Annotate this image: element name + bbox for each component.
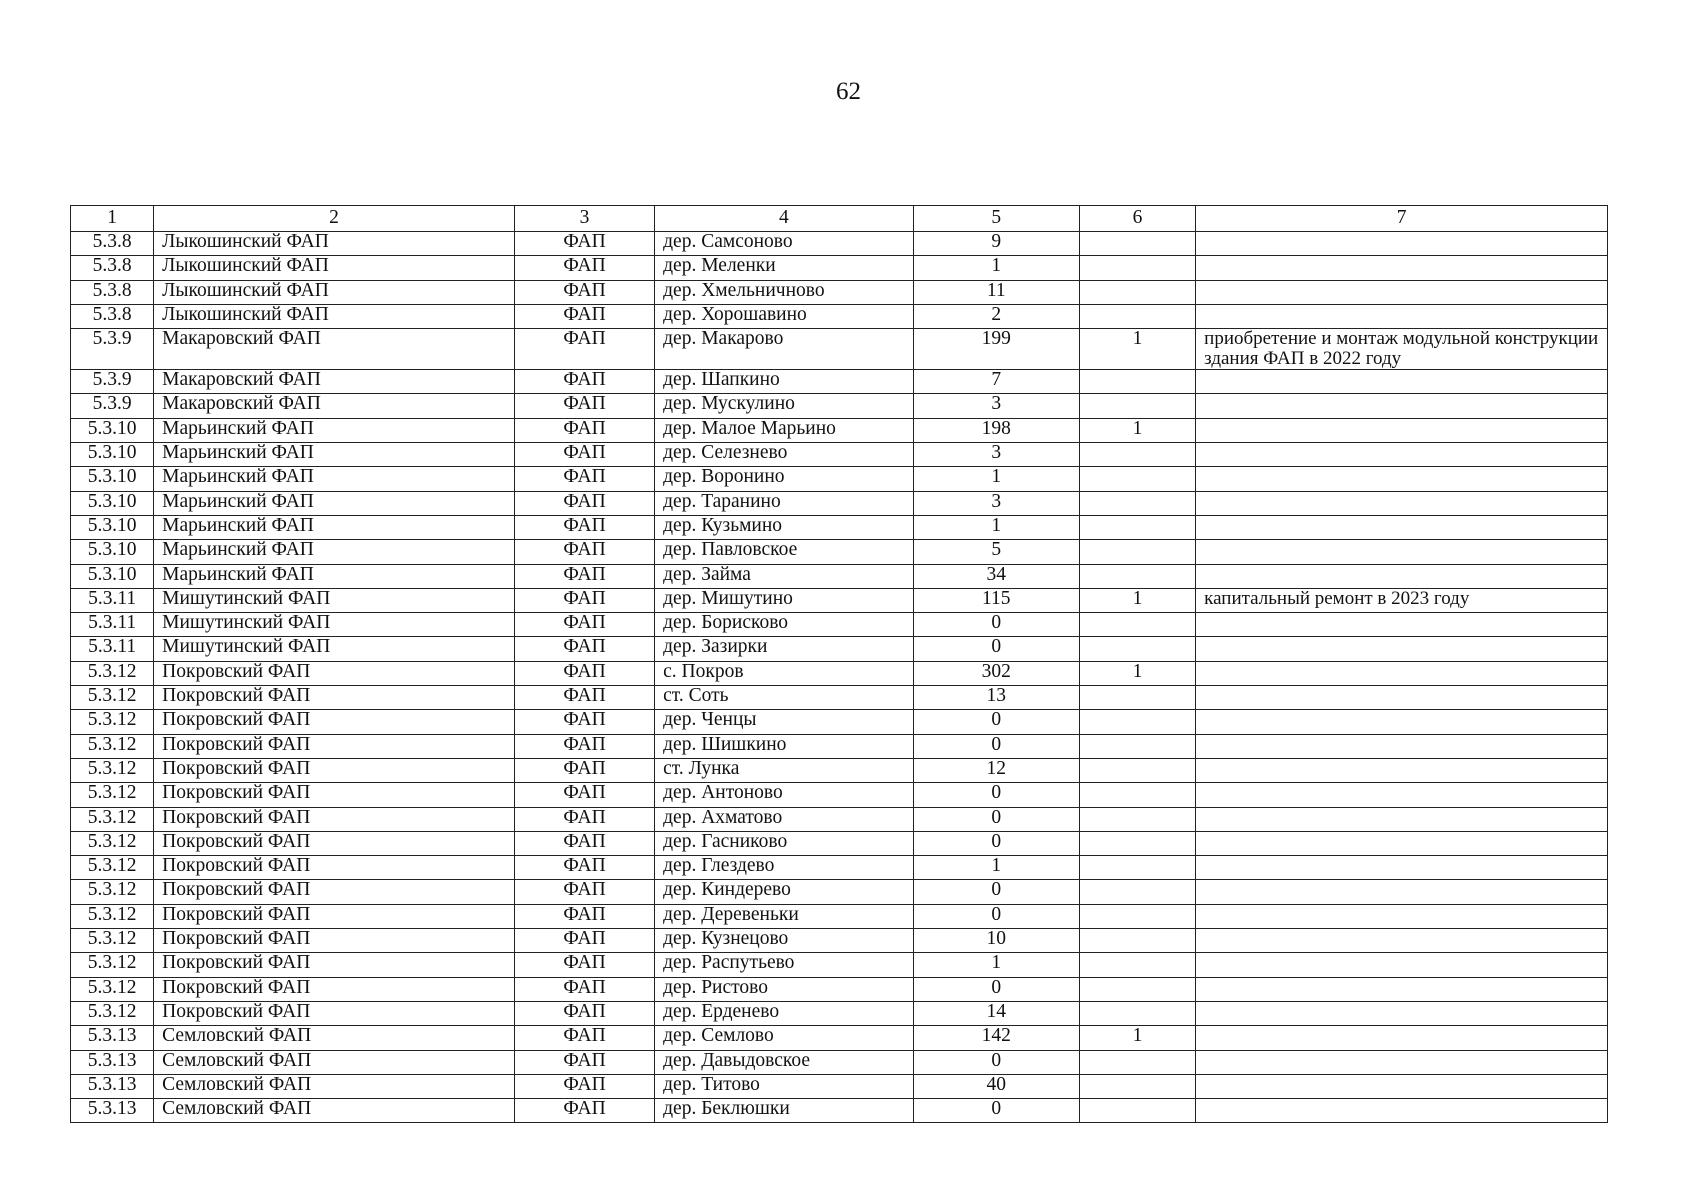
facility-count-cell: 1 — [1079, 588, 1195, 612]
row-number-cell: 5.3.11 — [71, 588, 154, 612]
note-cell — [1196, 661, 1608, 685]
table-row — [71, 953, 1608, 977]
facility-name-cell: Семловский ФАП — [154, 1099, 515, 1123]
facility-name-cell: Лыкошинский ФАП — [154, 280, 515, 304]
facility-name-cell: Покровский ФАП — [154, 904, 515, 928]
population-cell: 1 — [913, 953, 1079, 977]
row-number-cell: 5.3.8 — [71, 280, 154, 304]
facility-name-cell: Покровский ФАП — [154, 880, 515, 904]
note-cell — [1196, 394, 1608, 418]
settlement-cell: дер. Кузнецово — [655, 929, 914, 953]
row-number-cell: 5.3.12 — [71, 1001, 154, 1025]
table-row — [71, 1099, 1608, 1123]
population-cell: 1 — [913, 467, 1079, 491]
note-cell — [1196, 418, 1608, 442]
note-cell — [1196, 758, 1608, 782]
table-row — [71, 734, 1608, 758]
population-cell: 0 — [913, 613, 1079, 637]
facility-name-cell: Лыкошинский ФАП — [154, 232, 515, 256]
settlement-cell: дер. Павловское — [655, 540, 914, 564]
note-cell — [1196, 370, 1608, 394]
settlement-cell: дер. Беклюшки — [655, 1099, 914, 1123]
facility-count-cell — [1079, 370, 1195, 394]
population-cell: 7 — [913, 370, 1079, 394]
table-row — [71, 443, 1608, 467]
facility-type-cell: ФАП — [514, 564, 654, 588]
row-number-cell: 5.3.12 — [71, 953, 154, 977]
row-number-cell: 5.3.12 — [71, 831, 154, 855]
population-cell: 5 — [913, 540, 1079, 564]
row-number-cell: 5.3.12 — [71, 783, 154, 807]
settlement-cell: дер. Хмельничново — [655, 280, 914, 304]
facility-count-cell — [1079, 783, 1195, 807]
table-row — [71, 783, 1608, 807]
settlement-cell: дер. Семлово — [655, 1026, 914, 1050]
note-cell — [1196, 1001, 1608, 1025]
settlement-cell: дер. Ерденево — [655, 1001, 914, 1025]
population-cell: 198 — [913, 418, 1079, 442]
row-number-cell: 5.3.12 — [71, 807, 154, 831]
facility-count-cell — [1079, 734, 1195, 758]
facility-name-cell: Семловский ФАП — [154, 1026, 515, 1050]
note-cell — [1196, 232, 1608, 256]
table-row — [71, 904, 1608, 928]
table-row — [71, 710, 1608, 734]
facility-name-cell: Покровский ФАП — [154, 734, 515, 758]
table-row — [71, 467, 1608, 491]
settlement-cell: дер. Самсоново — [655, 232, 914, 256]
row-number-cell: 5.3.12 — [71, 904, 154, 928]
facility-name-cell: Марьинский ФАП — [154, 443, 515, 467]
table-row — [71, 1001, 1608, 1025]
facility-type-cell: ФАП — [514, 467, 654, 491]
table-row — [71, 515, 1608, 539]
table-row — [71, 304, 1608, 328]
row-number-cell: 5.3.13 — [71, 1074, 154, 1098]
table-row — [71, 686, 1608, 710]
population-cell: 13 — [913, 686, 1079, 710]
facility-type-cell: ФАП — [514, 443, 654, 467]
settlement-cell: ст. Лунка — [655, 758, 914, 782]
note-cell — [1196, 856, 1608, 880]
facility-name-cell: Покровский ФАП — [154, 953, 515, 977]
facility-type-cell: ФАП — [514, 515, 654, 539]
column-header: 2 — [154, 206, 515, 232]
table-row — [71, 232, 1608, 256]
population-cell: 9 — [913, 232, 1079, 256]
settlement-cell: дер. Киндерево — [655, 880, 914, 904]
facility-count-cell — [1079, 1074, 1195, 1098]
column-header: 6 — [1079, 206, 1195, 232]
note-cell — [1196, 304, 1608, 328]
row-number-cell: 5.3.10 — [71, 515, 154, 539]
row-number-cell: 5.3.12 — [71, 661, 154, 685]
facility-name-cell: Покровский ФАП — [154, 686, 515, 710]
table-row — [71, 491, 1608, 515]
facility-count-cell — [1079, 758, 1195, 782]
facility-count-cell — [1079, 443, 1195, 467]
facility-name-cell: Марьинский ФАП — [154, 564, 515, 588]
population-cell: 0 — [913, 977, 1079, 1001]
table-row — [71, 1026, 1608, 1050]
facility-count-cell — [1079, 304, 1195, 328]
population-cell: 302 — [913, 661, 1079, 685]
facility-name-cell: Покровский ФАП — [154, 929, 515, 953]
facility-name-cell: Макаровский ФАП — [154, 370, 515, 394]
row-number-cell: 5.3.11 — [71, 637, 154, 661]
facility-type-cell: ФАП — [514, 370, 654, 394]
note-cell — [1196, 904, 1608, 928]
row-number-cell: 5.3.8 — [71, 256, 154, 280]
note-cell — [1196, 1026, 1608, 1050]
facility-name-cell: Мишутинский ФАП — [154, 588, 515, 612]
facility-type-cell: ФАП — [514, 831, 654, 855]
row-number-cell: 5.3.11 — [71, 613, 154, 637]
population-cell: 0 — [913, 734, 1079, 758]
table-row — [71, 1074, 1608, 1098]
facility-type-cell: ФАП — [514, 491, 654, 515]
population-cell: 0 — [913, 1050, 1079, 1074]
note-cell — [1196, 1074, 1608, 1098]
row-number-cell: 5.3.12 — [71, 686, 154, 710]
facility-type-cell: ФАП — [514, 256, 654, 280]
row-number-cell: 5.3.9 — [71, 329, 154, 370]
facility-name-cell: Семловский ФАП — [154, 1050, 515, 1074]
facility-name-cell: Покровский ФАП — [154, 807, 515, 831]
settlement-cell: дер. Воронино — [655, 467, 914, 491]
facility-type-cell: ФАП — [514, 783, 654, 807]
facility-type-cell: ФАП — [514, 329, 654, 370]
row-number-cell: 5.3.12 — [71, 880, 154, 904]
note-cell — [1196, 515, 1608, 539]
facility-name-cell: Покровский ФАП — [154, 1001, 515, 1025]
facility-name-cell: Марьинский ФАП — [154, 491, 515, 515]
settlement-cell: дер. Мишутино — [655, 588, 914, 612]
facility-name-cell: Мишутинский ФАП — [154, 613, 515, 637]
facility-name-cell: Покровский ФАП — [154, 710, 515, 734]
row-number-cell: 5.3.12 — [71, 734, 154, 758]
settlement-cell: дер. Шишкино — [655, 734, 914, 758]
facility-name-cell: Мишутинский ФАП — [154, 637, 515, 661]
settlements-table — [70, 205, 1608, 1123]
settlement-cell: дер. Меленки — [655, 256, 914, 280]
facility-count-cell: 1 — [1079, 418, 1195, 442]
table-row — [71, 418, 1608, 442]
note-cell: приобретение и монтаж модульной конструкции здания ФАП в 2022 году — [1196, 329, 1608, 370]
settlement-cell: дер. Ахматово — [655, 807, 914, 831]
note-cell: капитальный ремонт в 2023 году — [1196, 588, 1608, 612]
population-cell: 34 — [913, 564, 1079, 588]
facility-type-cell: ФАП — [514, 929, 654, 953]
facility-type-cell: ФАП — [514, 710, 654, 734]
table-row — [71, 831, 1608, 855]
row-number-cell: 5.3.8 — [71, 232, 154, 256]
note-cell — [1196, 783, 1608, 807]
table-row — [71, 929, 1608, 953]
facility-count-cell — [1079, 637, 1195, 661]
facility-type-cell: ФАП — [514, 661, 654, 685]
facility-count-cell — [1079, 280, 1195, 304]
facility-type-cell: ФАП — [514, 686, 654, 710]
column-header: 3 — [514, 206, 654, 232]
settlement-cell: дер. Малое Марьино — [655, 418, 914, 442]
row-number-cell: 5.3.12 — [71, 977, 154, 1001]
table-header-row — [71, 206, 1608, 232]
population-cell: 3 — [913, 491, 1079, 515]
population-cell: 0 — [913, 1099, 1079, 1123]
facility-count-cell — [1079, 807, 1195, 831]
settlement-cell: дер. Кузьмино — [655, 515, 914, 539]
population-cell: 142 — [913, 1026, 1079, 1050]
settlement-cell: дер. Гасниково — [655, 831, 914, 855]
facility-type-cell: ФАП — [514, 394, 654, 418]
facility-type-cell: ФАП — [514, 1001, 654, 1025]
facility-count-cell — [1079, 232, 1195, 256]
note-cell — [1196, 710, 1608, 734]
facility-type-cell: ФАП — [514, 1099, 654, 1123]
table-row — [71, 564, 1608, 588]
facility-type-cell: ФАП — [514, 953, 654, 977]
row-number-cell: 5.3.10 — [71, 491, 154, 515]
note-cell — [1196, 491, 1608, 515]
note-cell — [1196, 880, 1608, 904]
table-row — [71, 280, 1608, 304]
population-cell: 1 — [913, 856, 1079, 880]
facility-name-cell: Покровский ФАП — [154, 661, 515, 685]
population-cell: 40 — [913, 1074, 1079, 1098]
facility-type-cell: ФАП — [514, 904, 654, 928]
facility-count-cell — [1079, 904, 1195, 928]
settlement-cell: дер. Таранино — [655, 491, 914, 515]
population-cell: 0 — [913, 880, 1079, 904]
facility-count-cell: 1 — [1079, 329, 1195, 370]
column-header: 4 — [655, 206, 914, 232]
settlement-cell: дер. Хорошавино — [655, 304, 914, 328]
facility-name-cell: Покровский ФАП — [154, 977, 515, 1001]
facility-name-cell: Покровский ФАП — [154, 856, 515, 880]
facility-type-cell: ФАП — [514, 1026, 654, 1050]
column-header: 5 — [913, 206, 1079, 232]
facility-type-cell: ФАП — [514, 613, 654, 637]
row-number-cell: 5.3.10 — [71, 443, 154, 467]
note-cell — [1196, 807, 1608, 831]
settlement-cell: дер. Ристово — [655, 977, 914, 1001]
settlement-cell: с. Покров — [655, 661, 914, 685]
page-number: 62 — [836, 78, 861, 105]
table-row — [71, 540, 1608, 564]
population-cell: 14 — [913, 1001, 1079, 1025]
row-number-cell: 5.3.12 — [71, 929, 154, 953]
table-row — [71, 856, 1608, 880]
settlement-cell: дер. Глездево — [655, 856, 914, 880]
facility-type-cell: ФАП — [514, 1074, 654, 1098]
facility-name-cell: Марьинский ФАП — [154, 418, 515, 442]
note-cell — [1196, 831, 1608, 855]
facility-type-cell: ФАП — [514, 418, 654, 442]
table-row — [71, 588, 1608, 612]
population-cell: 3 — [913, 394, 1079, 418]
population-cell: 199 — [913, 329, 1079, 370]
table-row — [71, 256, 1608, 280]
note-cell — [1196, 953, 1608, 977]
settlement-cell: дер. Антоново — [655, 783, 914, 807]
population-cell: 0 — [913, 807, 1079, 831]
facility-type-cell: ФАП — [514, 856, 654, 880]
row-number-cell: 5.3.10 — [71, 467, 154, 491]
row-number-cell: 5.3.12 — [71, 710, 154, 734]
population-cell: 3 — [913, 443, 1079, 467]
note-cell — [1196, 734, 1608, 758]
table-row — [71, 329, 1608, 370]
row-number-cell: 5.3.12 — [71, 758, 154, 782]
facility-name-cell: Лыкошинский ФАП — [154, 256, 515, 280]
settlement-cell: дер. Давыдовское — [655, 1050, 914, 1074]
facility-type-cell: ФАП — [514, 232, 654, 256]
facility-type-cell: ФАП — [514, 758, 654, 782]
facility-name-cell: Покровский ФАП — [154, 758, 515, 782]
table-row — [71, 661, 1608, 685]
facility-count-cell — [1079, 256, 1195, 280]
settlement-cell: дер. Ченцы — [655, 710, 914, 734]
settlement-cell: дер. Деревеньки — [655, 904, 914, 928]
row-number-cell: 5.3.10 — [71, 418, 154, 442]
facility-count-cell — [1079, 1099, 1195, 1123]
settlement-cell: дер. Распутьево — [655, 953, 914, 977]
settlement-cell: дер. Титово — [655, 1074, 914, 1098]
facility-count-cell — [1079, 977, 1195, 1001]
note-cell — [1196, 929, 1608, 953]
table-row — [71, 977, 1608, 1001]
row-number-cell: 5.3.12 — [71, 856, 154, 880]
facility-count-cell — [1079, 710, 1195, 734]
facility-type-cell: ФАП — [514, 637, 654, 661]
row-number-cell: 5.3.13 — [71, 1050, 154, 1074]
facility-name-cell: Покровский ФАП — [154, 831, 515, 855]
table-row — [71, 637, 1608, 661]
facility-name-cell: Марьинский ФАП — [154, 515, 515, 539]
population-cell: 0 — [913, 904, 1079, 928]
facility-count-cell — [1079, 1050, 1195, 1074]
population-cell: 12 — [913, 758, 1079, 782]
settlement-cell: дер. Борисково — [655, 613, 914, 637]
facility-type-cell: ФАП — [514, 588, 654, 612]
facility-count-cell — [1079, 564, 1195, 588]
facility-count-cell — [1079, 831, 1195, 855]
facility-name-cell: Макаровский ФАП — [154, 394, 515, 418]
facility-count-cell — [1079, 686, 1195, 710]
note-cell — [1196, 1099, 1608, 1123]
facility-count-cell — [1079, 491, 1195, 515]
facility-name-cell: Марьинский ФАП — [154, 540, 515, 564]
note-cell — [1196, 637, 1608, 661]
settlement-cell: дер. Шапкино — [655, 370, 914, 394]
table-row — [71, 758, 1608, 782]
column-header: 7 — [1196, 206, 1608, 232]
facility-count-cell — [1079, 515, 1195, 539]
note-cell — [1196, 613, 1608, 637]
facility-name-cell: Покровский ФАП — [154, 783, 515, 807]
facility-name-cell: Лыкошинский ФАП — [154, 304, 515, 328]
population-cell: 10 — [913, 929, 1079, 953]
facility-count-cell: 1 — [1079, 1026, 1195, 1050]
settlement-cell: дер. Займа — [655, 564, 914, 588]
facility-type-cell: ФАП — [514, 304, 654, 328]
settlement-cell: дер. Селезнево — [655, 443, 914, 467]
facility-type-cell: ФАП — [514, 880, 654, 904]
facility-count-cell — [1079, 394, 1195, 418]
column-header: 1 — [71, 206, 154, 232]
note-cell — [1196, 686, 1608, 710]
row-number-cell: 5.3.13 — [71, 1026, 154, 1050]
facility-name-cell: Марьинский ФАП — [154, 467, 515, 491]
note-cell — [1196, 467, 1608, 491]
settlement-cell: дер. Мускулино — [655, 394, 914, 418]
facility-type-cell: ФАП — [514, 1050, 654, 1074]
note-cell — [1196, 280, 1608, 304]
row-number-cell: 5.3.10 — [71, 564, 154, 588]
settlement-cell: дер. Зазирки — [655, 637, 914, 661]
facility-name-cell: Макаровский ФАП — [154, 329, 515, 370]
table-row — [71, 394, 1608, 418]
table-row — [71, 807, 1608, 831]
settlement-cell: дер. Макарово — [655, 329, 914, 370]
facility-name-cell: Семловский ФАП — [154, 1074, 515, 1098]
facility-count-cell — [1079, 1001, 1195, 1025]
facility-count-cell — [1079, 613, 1195, 637]
population-cell: 1 — [913, 256, 1079, 280]
population-cell: 11 — [913, 280, 1079, 304]
row-number-cell: 5.3.9 — [71, 370, 154, 394]
table-row — [71, 1050, 1608, 1074]
table-row — [71, 370, 1608, 394]
facility-type-cell: ФАП — [514, 734, 654, 758]
facility-count-cell: 1 — [1079, 661, 1195, 685]
facility-count-cell — [1079, 953, 1195, 977]
row-number-cell: 5.3.8 — [71, 304, 154, 328]
facility-type-cell: ФАП — [514, 540, 654, 564]
note-cell — [1196, 540, 1608, 564]
note-cell — [1196, 1050, 1608, 1074]
note-cell — [1196, 564, 1608, 588]
facility-count-cell — [1079, 467, 1195, 491]
facility-type-cell: ФАП — [514, 807, 654, 831]
row-number-cell: 5.3.9 — [71, 394, 154, 418]
facility-type-cell: ФАП — [514, 280, 654, 304]
population-cell: 0 — [913, 783, 1079, 807]
row-number-cell: 5.3.13 — [71, 1099, 154, 1123]
facility-count-cell — [1079, 856, 1195, 880]
population-cell: 0 — [913, 831, 1079, 855]
note-cell — [1196, 443, 1608, 467]
facility-count-cell — [1079, 540, 1195, 564]
settlement-cell: ст. Соть — [655, 686, 914, 710]
note-cell — [1196, 256, 1608, 280]
note-cell — [1196, 977, 1608, 1001]
population-cell: 115 — [913, 588, 1079, 612]
population-cell: 0 — [913, 710, 1079, 734]
row-number-cell: 5.3.10 — [71, 540, 154, 564]
population-cell: 0 — [913, 637, 1079, 661]
table-row — [71, 613, 1608, 637]
table-body — [71, 232, 1608, 1123]
population-cell: 1 — [913, 515, 1079, 539]
facility-count-cell — [1079, 929, 1195, 953]
table-row — [71, 880, 1608, 904]
population-cell: 2 — [913, 304, 1079, 328]
facility-count-cell — [1079, 880, 1195, 904]
facility-type-cell: ФАП — [514, 977, 654, 1001]
